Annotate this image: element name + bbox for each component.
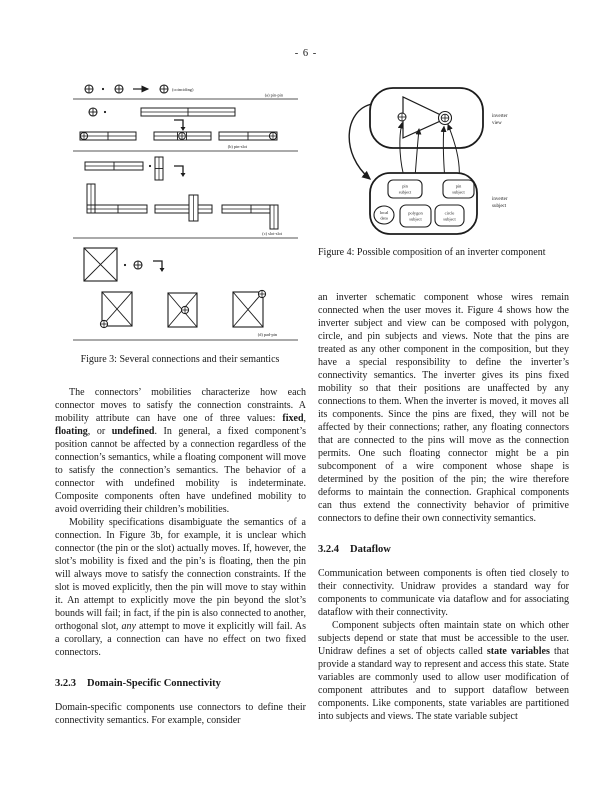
slot-slot-corner-right <box>222 205 278 229</box>
local-data-ellipse <box>374 206 394 224</box>
svg-text:circle: circle <box>444 210 455 216</box>
section-title: Domain-Specific Connectivity <box>87 678 221 689</box>
slot-with-pin-left <box>80 132 136 140</box>
section-heading-323 <box>55 677 306 690</box>
pin-icon <box>160 85 168 93</box>
move-arrow-icon <box>153 261 165 272</box>
pad-with-pin-top-right <box>233 290 266 327</box>
slot-slot-corner-left <box>87 184 147 213</box>
slot-with-pin-middle <box>154 132 211 140</box>
slot-icon <box>85 162 143 170</box>
inverter-subject-label: subject <box>492 204 507 209</box>
svg-text:polygon: polygon <box>408 210 423 216</box>
figure4-caption: Figure 4: Possible composition of an inverter component <box>318 247 546 258</box>
paragraph-inverter: an inverter schematic component whose wires remain connected when the user moves it. Figure 4 shows how the inverter subject and view can be composed with polygon, circle, and pin subjects and views. Note that the pins are treated as any other component in the composition, but they have a special responsibility to define the inverter’s connectivity semantics. The inverter gives its pins fixed mobility so that their positions are unaffected by any connections to them. When the inverter is moved, it moves all its components. Since the pins are fixed, they will not be affected by their connections; rather, any floating connectors that are connected to the pins will move as the connection permits. One such floating connector might be a pin subcomponent of a wire component whose shape is determined by the position of the pin; the wire therefore deforms to maintain the connection. Graphical components can thus extend the connectivity behavior of primitive connectors to define their own connectivity semantics. <box>318 292 569 524</box>
svg-text:subject: subject <box>452 189 465 195</box>
view-subject-link <box>349 104 372 179</box>
right-column <box>318 291 569 723</box>
svg-text:local: local <box>379 210 389 215</box>
svg-text:subject: subject <box>443 216 456 222</box>
left-column <box>55 386 306 727</box>
polygon-subject-box <box>400 205 431 227</box>
connect-dot <box>104 111 106 113</box>
svg-text:subject: subject <box>398 189 412 195</box>
section-number: 3.2.3 <box>55 678 76 689</box>
paragraph-communication: Communication between components is often tied closely to their connectivity. Unidraw provides a standard way for components to communicate via dataflow and for associating dataflow with their connectivity. <box>318 568 569 618</box>
pad-with-pin-center <box>168 293 197 327</box>
paragraph-domain-specific: Domain-specific components use connectors to define their connectivity semantics. For example, consider <box>55 702 306 726</box>
page-number: - 6 - <box>294 48 318 59</box>
inverter-subject-label: inverter <box>492 197 508 202</box>
inverter-view-label: inverter <box>492 114 508 119</box>
move-arrow-icon <box>174 120 186 131</box>
figure3-caption: Figure 3: Several connections and their semantics <box>80 354 280 365</box>
row-label-b: (b) pin-slot <box>227 144 247 149</box>
figure4-diagram <box>318 82 568 244</box>
pin-icon <box>134 261 142 269</box>
pin-pin-note: (coinciding) <box>172 87 194 92</box>
svg-text:pin: pin <box>402 183 408 189</box>
svg-text:data: data <box>380 215 388 221</box>
row-label-d: (d) pad-pin <box>257 332 277 337</box>
connect-dot <box>124 264 126 266</box>
slot-slot-cross <box>155 195 212 221</box>
bubble-pin-view-icon <box>439 112 452 125</box>
move-arrow-icon <box>174 166 186 177</box>
pin-icon <box>85 85 93 93</box>
pad-with-pin-bottom-left <box>100 292 132 328</box>
svg-text:subject: subject <box>409 216 422 222</box>
pad-icon <box>84 248 117 281</box>
figure3-diagram <box>55 78 305 348</box>
pin-subject-box-1 <box>388 180 422 198</box>
section-heading-324 <box>318 543 569 556</box>
circle-subject-box <box>435 205 464 226</box>
slot-icon <box>141 108 235 116</box>
row-label-c: (c) slot-slot <box>262 231 282 236</box>
paragraph-mobilities: The connectors’ mobilities characterize how each connector moves to satisfy the connection constraints. A mobility attribute can have one of three values: fixed, floating, or undefined. In general, a fixed component’s position cannot be affected by a connection regardless of the connection’s semantics, while a floating component will move to satisfy the connection’s semantics. The behavior of a connector with undefined mobility is indeterminate. Composite components often have undefined mobility to avoid overriding their children’s mobilities. <box>55 387 306 515</box>
connect-dot <box>149 165 151 167</box>
inverter-view-label: view <box>492 121 502 126</box>
connect-dot <box>102 88 104 90</box>
section-number: 3.2.4 <box>318 544 339 555</box>
paragraph-mobility-specs: Mobility specifications disambiguate the semantics of a connection. In Figure 3b, for example, it is unclear which connector (the pin or the slot) actually moves. If, however, the slot’s mobility is fixed and the pin’s is floating, then the pin will always move to satisfy the connection constraints. If the slot is moved explicitly, then the pin will move to stay within it. An attempt to explicitly move the pin beyond the slot’s bounds will fail; in fact, if the pin is also connected to another, orthogonal slot, any attempt to move it explicitly will fail. As a corollary, a connection can have no effect on two fixed connectors. <box>55 517 306 658</box>
svg-text:pin: pin <box>455 183 462 189</box>
pin-view-icon <box>398 113 406 121</box>
inverter-view-box <box>370 88 483 148</box>
row-label-a: (a) pin-pin <box>264 92 283 98</box>
pin-icon <box>115 85 123 93</box>
pin-subject-box-2 <box>443 180 474 198</box>
pin-icon <box>89 108 97 116</box>
slot-with-pin-right <box>219 132 277 140</box>
paragraph-state-variables: Component subjects often maintain state on which other subjects depend or state that must be accessible to the user. Unidraw defines a set of objects called state variables that provide a standard way to represent and access this state. State variables are commonly used to allow user modification of component attributes and to support dataflow between components. Like components, state variables are partitioned into subjects and views. The state variable subject <box>318 620 569 722</box>
section-title: Dataflow <box>350 544 391 555</box>
vertical-slot-icon <box>155 157 163 180</box>
